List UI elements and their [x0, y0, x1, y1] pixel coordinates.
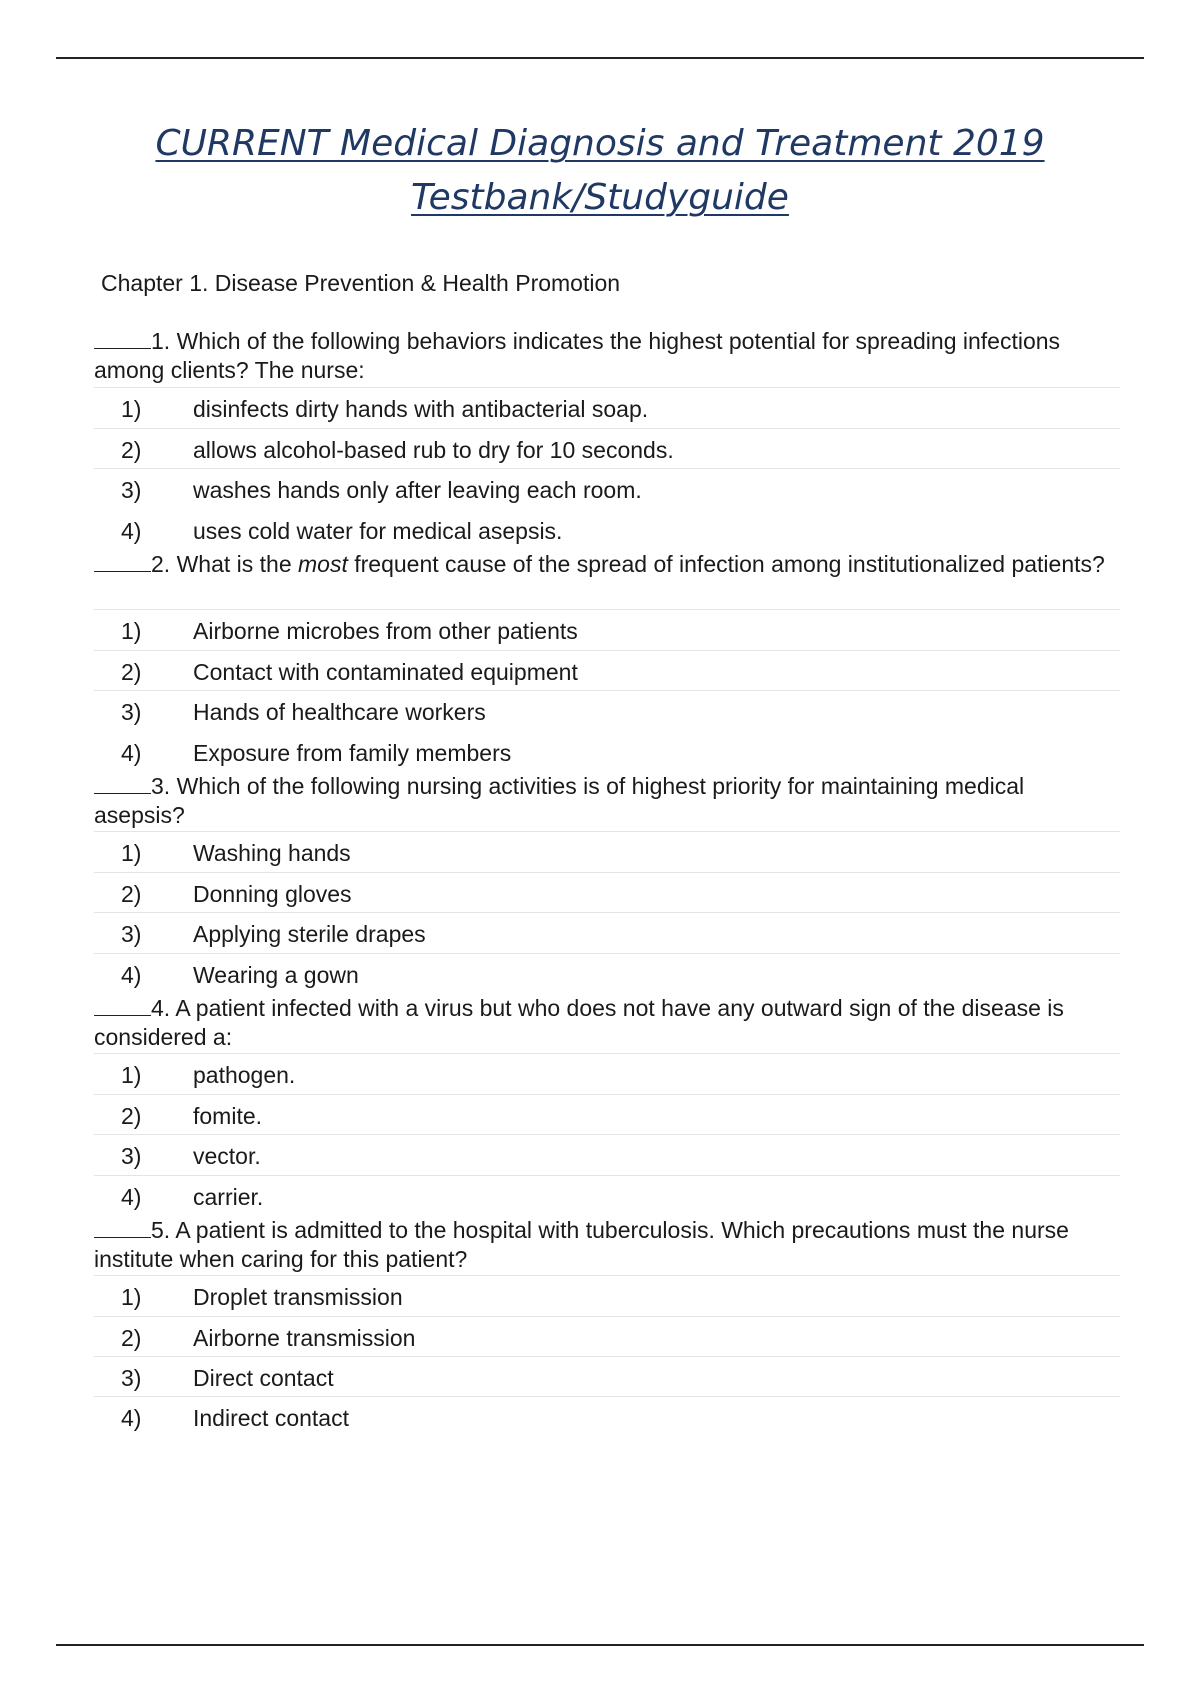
option-row	[94, 468, 1120, 509]
option-number: 4)	[121, 1184, 142, 1210]
option-row	[94, 1094, 1120, 1135]
option-row	[94, 731, 1120, 772]
option-number: 4)	[121, 740, 142, 766]
option-text: Washing hands	[193, 840, 351, 866]
option-text: Wearing a gown	[193, 962, 359, 988]
option-number: 1)	[121, 840, 142, 866]
option-text: fomite.	[193, 1103, 263, 1129]
option-number: 2)	[121, 1103, 142, 1129]
option-number: 2)	[121, 437, 142, 463]
option-row	[94, 1053, 1120, 1094]
option-number: 4)	[121, 518, 142, 544]
option-number: 3)	[121, 1365, 142, 1391]
option-text: allows alcohol-based rub to dry for 10 seconds.	[193, 437, 674, 463]
option-text: disinfects dirty hands with antibacterial soap.	[193, 396, 649, 422]
option-row	[94, 912, 1120, 953]
option-row	[94, 1134, 1120, 1175]
answer-blank[interactable]	[94, 551, 151, 572]
option-text: vector.	[193, 1143, 261, 1169]
question-4	[94, 994, 1114, 1052]
option-number: 3)	[121, 1143, 142, 1169]
question-text: Which of the following behaviors indicates the highest potential for spreading infections among clients? The nurse:	[94, 328, 1061, 383]
option-number: 1)	[121, 618, 142, 644]
question-number: 3.	[151, 773, 177, 799]
question-number: 4.	[151, 995, 176, 1021]
option-row	[94, 872, 1120, 913]
option-row	[94, 1175, 1120, 1216]
option-text: Donning gloves	[193, 881, 352, 907]
answer-blank[interactable]	[94, 995, 151, 1016]
option-number: 1)	[121, 1062, 142, 1088]
option-text: Droplet transmission	[193, 1284, 403, 1310]
question-3	[94, 772, 1114, 830]
option-number: 4)	[121, 962, 142, 988]
option-number: 3)	[121, 477, 142, 503]
option-number: 4)	[121, 1405, 142, 1431]
option-row	[94, 690, 1120, 731]
option-number: 2)	[121, 659, 142, 685]
option-row	[94, 1356, 1120, 1397]
option-text: Airborne transmission	[193, 1325, 416, 1351]
option-row	[94, 1275, 1120, 1316]
option-row	[94, 1396, 1120, 1437]
chapter-heading: Chapter 1. Disease Prevention & Health Promotion	[101, 270, 621, 296]
question-2	[94, 550, 1114, 579]
option-row	[94, 509, 1120, 550]
answer-blank[interactable]	[94, 328, 151, 349]
option-row	[94, 609, 1120, 650]
option-text: Direct contact	[193, 1365, 334, 1391]
option-text: Hands of healthcare workers	[193, 699, 486, 725]
option-number: 1)	[121, 1284, 142, 1310]
question-text: A patient is admitted to the hospital with tuberculosis. Which precautions must the nurse institute when caring for this patient?	[94, 1217, 1069, 1272]
option-number: 2)	[121, 881, 142, 907]
option-text: carrier.	[193, 1184, 264, 1210]
question-number: 1.	[151, 328, 177, 354]
option-row	[94, 953, 1120, 994]
option-row	[94, 428, 1120, 469]
option-text: Indirect contact	[193, 1405, 349, 1431]
option-text: uses cold water for medical asepsis.	[193, 518, 563, 544]
question-1	[94, 327, 1114, 385]
option-text: washes hands only after leaving each room.	[193, 477, 642, 503]
option-number: 3)	[121, 699, 142, 725]
answer-blank[interactable]	[94, 1217, 151, 1238]
question-number: 2.	[151, 551, 177, 577]
option-row	[94, 650, 1120, 691]
option-row	[94, 387, 1120, 428]
option-row	[94, 1316, 1120, 1357]
option-number: 3)	[121, 921, 142, 947]
option-text: pathogen.	[193, 1062, 296, 1088]
question-emphasis: most	[298, 551, 348, 577]
question-text: A patient infected with a virus but who does not have any outward sign of the disease is considered a:	[94, 995, 1064, 1050]
top-rule	[56, 57, 1144, 59]
option-text: Exposure from family members	[193, 740, 512, 766]
option-text: Airborne microbes from other patients	[193, 618, 578, 644]
option-number: 2)	[121, 1325, 142, 1351]
answer-blank[interactable]	[94, 773, 151, 794]
document-title-line-1: CURRENT Medical Diagnosis and Treatment 2019	[155, 123, 1045, 164]
question-text: frequent cause of the spread of infection among institutionalized patients?	[347, 551, 1105, 577]
document-title-line-2: Testbank/Studyguide	[411, 177, 789, 218]
bottom-rule	[56, 1644, 1144, 1646]
option-number: 1)	[121, 396, 142, 422]
question-5	[94, 1216, 1114, 1274]
option-text: Applying sterile drapes	[193, 921, 426, 947]
option-row	[94, 831, 1120, 872]
option-text: Contact with contaminated equipment	[193, 659, 578, 685]
question-text: Which of the following nursing activities is of highest priority for maintaining medical asepsis?	[94, 773, 1025, 828]
question-number: 5.	[151, 1217, 176, 1243]
question-text: What is the	[176, 551, 299, 577]
